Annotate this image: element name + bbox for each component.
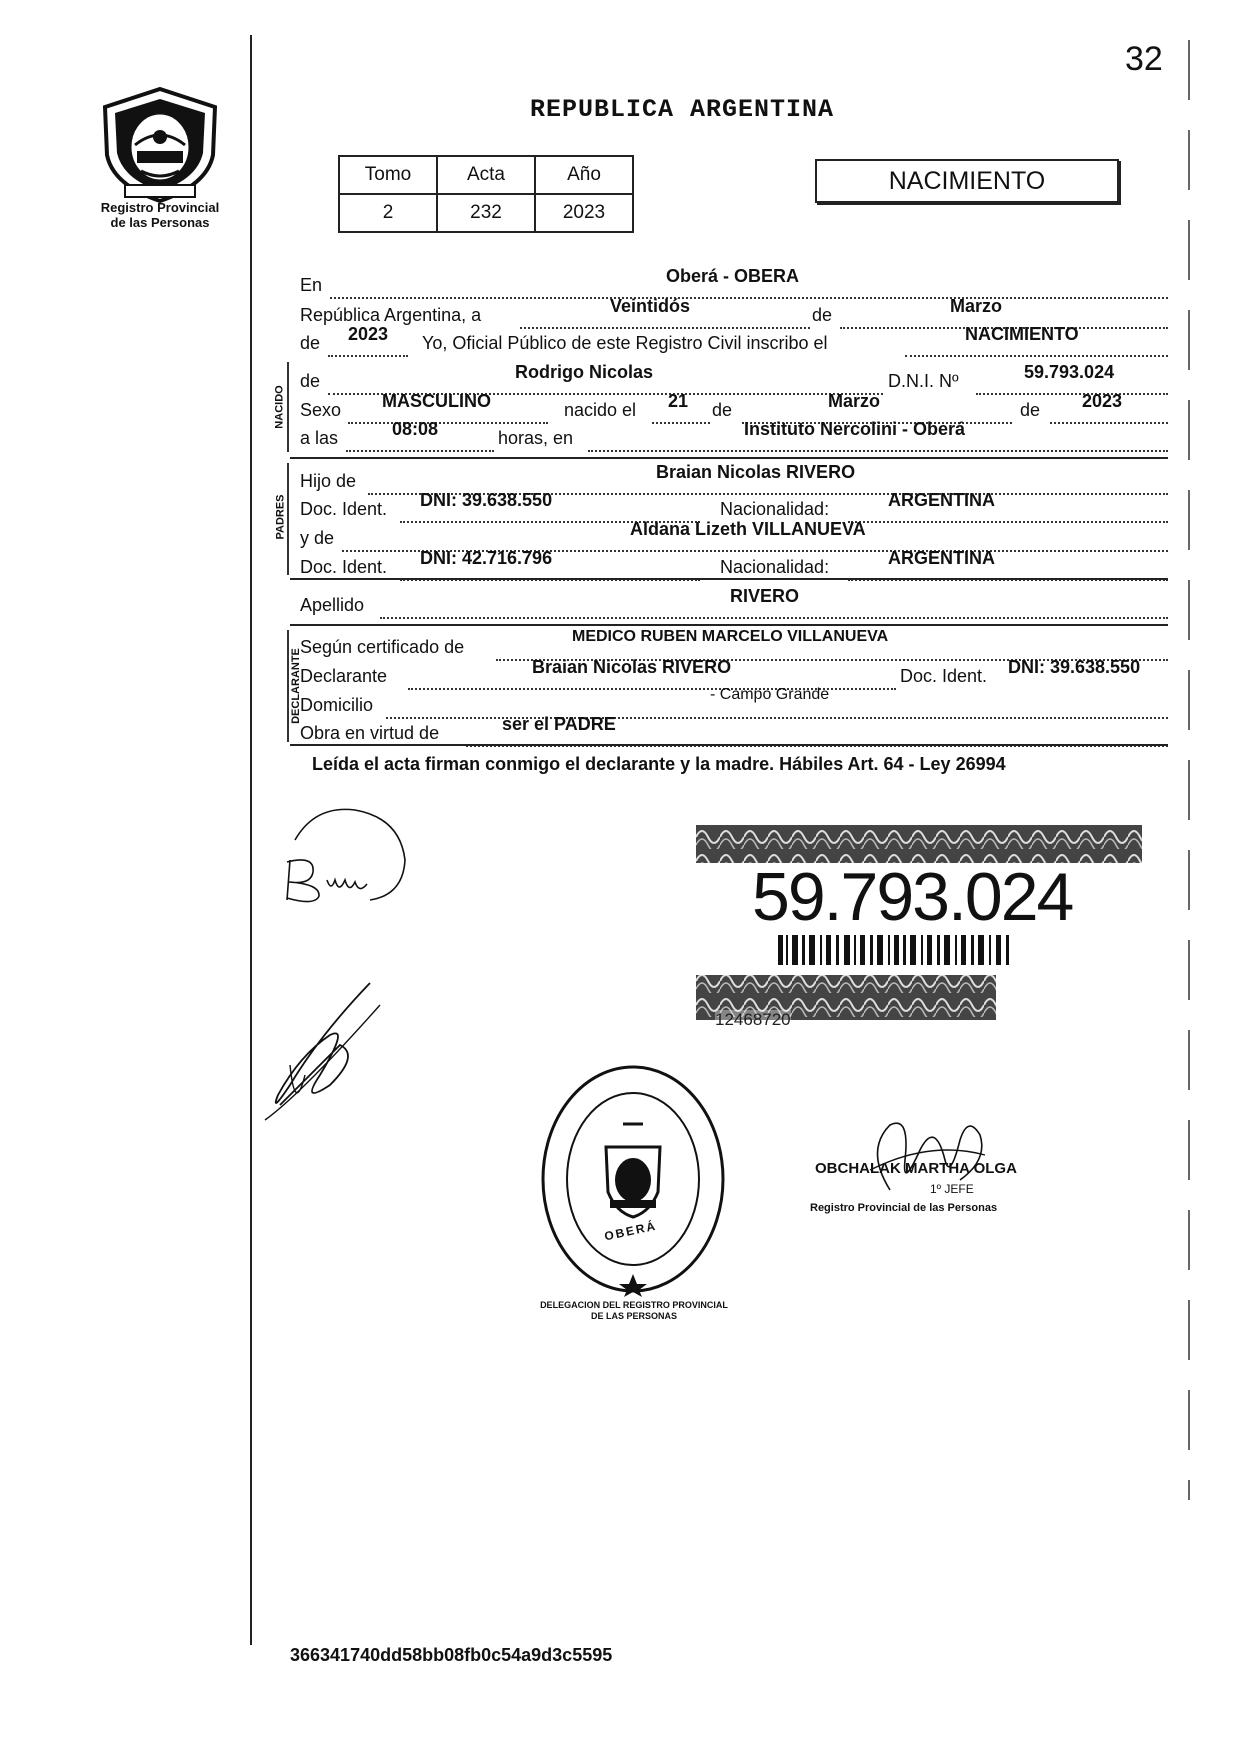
acta-header: Acta [437, 156, 535, 194]
certificado-value: MEDICO RUBEN MARCELO VILLANUEVA [572, 628, 889, 645]
document-hash: 366341740dd58bb08fb0c54a9d3c5595 [290, 1645, 613, 1665]
inscribo-label: Yo, Oficial Público de este Registro Civil inscribo el [422, 333, 828, 353]
apellido-label: Apellido [300, 595, 365, 615]
declarant-signature [275, 800, 420, 910]
de-name-label: de [300, 371, 321, 391]
declarante-value: Braian Nicolas RIVERO [532, 657, 732, 677]
month-value: Marzo [950, 296, 1003, 316]
father-name-value: Braian Nicolas RIVERO [656, 462, 856, 482]
seal-city: OBERÁ [603, 1218, 659, 1244]
father-doc-value: DNI: 39.638.550 [420, 490, 553, 510]
declarante-doc-label: Doc. Ident. [900, 666, 988, 686]
official-name: OBCHALAK MARTHA OLGA [815, 1160, 1017, 1177]
domicilio-label: Domicilio [300, 695, 374, 715]
declarante-section-bar [287, 630, 289, 742]
declarante-divider [290, 744, 1168, 746]
birth-de2-label: de [1020, 400, 1041, 420]
sticker-code: 12468720 [715, 1010, 791, 1029]
de-label: de [812, 305, 833, 325]
padres-section-bar [287, 463, 289, 575]
en-label: En [300, 275, 323, 295]
nacido-el-label: nacido el [564, 400, 637, 420]
apellido-value: RIVERO [730, 586, 800, 606]
obra-value: ser el PADRE [502, 714, 616, 734]
logo-caption: Registro Provincial de las Personas [100, 200, 220, 230]
official-seal [538, 1062, 728, 1297]
birth-day-value: 21 [668, 391, 689, 411]
tomo-header: Tomo [339, 156, 437, 194]
official-org: Registro Provincial de las Personas [810, 1202, 998, 1214]
father-nationality-value: ARGENTINA [888, 490, 995, 510]
domicilio-value: - Campo Grande [710, 686, 830, 703]
mother-signature [260, 975, 390, 1125]
time-value: 08:08 [392, 419, 439, 439]
declarante-doc-value: DNI: 39.638.550 [1008, 657, 1141, 677]
nacido-section-label: NACIDO [273, 385, 286, 429]
sticker-number: 59.793.024 [752, 859, 1073, 935]
reference-table [338, 155, 634, 233]
sexo-label: Sexo [300, 400, 342, 420]
certificado-label: Según certificado de [300, 637, 465, 657]
act-type-box: NACIMIENTO [815, 159, 1119, 203]
place-value: Instituto Nercolini - Oberá [744, 419, 966, 439]
father-nationality-label: Nacionalidad: [720, 499, 830, 519]
horas-label: horas, en [498, 428, 574, 448]
anio-value: 2023 [535, 194, 633, 232]
republica-label: República Argentina, a [300, 305, 482, 325]
acta-value: 232 [437, 194, 535, 232]
tomo-value: 2 [339, 194, 437, 232]
page-number: 32 [1125, 40, 1163, 78]
inscription-row [300, 324, 1168, 360]
sexo-value: MASCULINO [382, 391, 491, 411]
nacido-section-bar [287, 362, 289, 452]
father-doc-label: Doc. Ident. [300, 499, 388, 519]
misiones-coat-of-arms-logo [95, 85, 225, 205]
right-margin-line [1188, 40, 1190, 1500]
nacido-divider [290, 457, 1168, 459]
year-value: 2023 [348, 324, 389, 344]
mother-doc-value: DNI: 42.716.796 [420, 548, 553, 568]
mother-doc-label: Doc. Ident. [300, 557, 388, 577]
time-place-row [300, 419, 1168, 455]
declarante-section-label: DECLARANTE [289, 648, 302, 724]
apellido-divider [290, 624, 1168, 626]
seal-text: DELEGACION DEL REGISTRO PROVINCIAL DE LAS PERSONAS [540, 1300, 728, 1321]
birth-month-value: Marzo [828, 391, 881, 411]
place-row [300, 266, 1168, 302]
en-value: Oberá - OBERA [666, 266, 800, 286]
inscribo-value: NACIMIENTO [965, 324, 1079, 344]
page-title: REPUBLICA ARGENTINA [530, 95, 835, 124]
birth-year-value: 2023 [1082, 391, 1123, 411]
padres-section-label: PADRES [274, 494, 287, 540]
day-value: Veintidós [610, 296, 691, 316]
closing-note: Leída el acta firman conmigo el declarante y la madre. Hábiles Art. 64 - Ley 26994 [312, 754, 1006, 774]
mother-nationality-value: ARGENTINA [888, 548, 995, 568]
anio-header: Año [535, 156, 633, 194]
name-value: Rodrigo Nicolas [515, 362, 654, 382]
apellido-row [300, 586, 1168, 622]
a-las-label: a las [300, 428, 339, 448]
obra-label: Obra en virtud de [300, 723, 440, 743]
de-year-label: de [300, 333, 321, 353]
padres-divider [290, 578, 1168, 580]
declarante-label: Declarante [300, 666, 388, 686]
dni-value: 59.793.024 [1024, 362, 1115, 382]
dni-label: D.N.I. Nº [888, 371, 959, 391]
mother-name-value: Aldana Lizeth VILLANUEVA [630, 519, 866, 539]
mother-nationality-label: Nacionalidad: [720, 557, 830, 577]
hijo-de-label: Hijo de [300, 471, 357, 491]
birth-de-label: de [712, 400, 733, 420]
domicilio-row [300, 686, 1168, 722]
left-margin-line [250, 35, 252, 1645]
y-de-label: y de [300, 528, 335, 548]
official-title: 1º JEFE [930, 1182, 974, 1196]
